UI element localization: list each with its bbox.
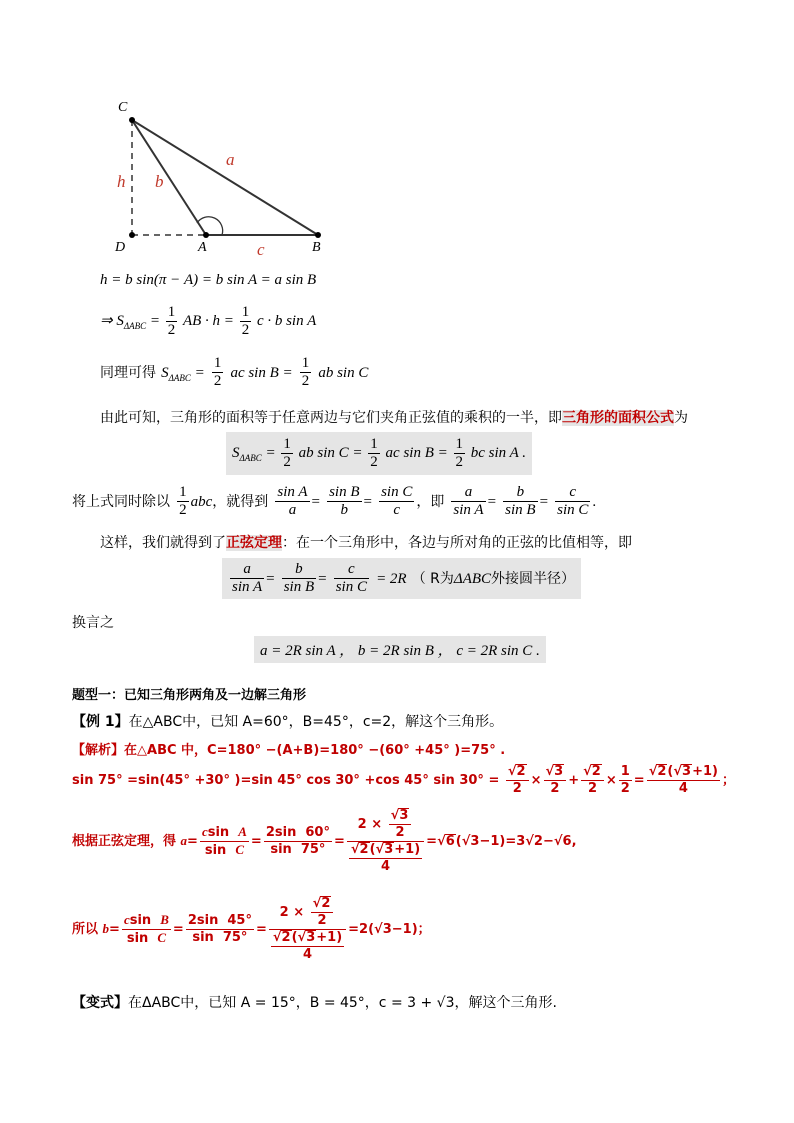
label-c: c <box>257 240 265 259</box>
label-C: C <box>118 100 128 115</box>
label-b: b <box>155 172 164 191</box>
law-of-sines-highlight: 正弦定理 <box>226 535 282 551</box>
point-B <box>315 232 321 238</box>
eq3-intro: 同理可得 <box>100 365 156 381</box>
point-C <box>129 117 135 123</box>
type1-title: 题型一：已知三角形两角及一边解三角形 <box>72 688 307 703</box>
area-formula-highlight: 三角形的面积公式 <box>562 410 674 426</box>
solve-a-line: 根据正弦定理，得 a= $\frac{\text{csin A}}{\text{sin C}}$ = $\frac{2\sin 60^\circ}{\sin 75^\circ}$ = 2 × $\frac{√3}{2}$ √2(√3+1) 4 =√6(√3−1)=3√2−√6, <box>72 808 577 874</box>
example1: 【例 1】在△ABC中，已知 A=60°，B=45°，c=2，解这个三角形。 <box>72 714 504 730</box>
label-A: A <box>198 240 207 255</box>
divide-paragraph: 将上式同时除以 $\frac{1}{2}$ abc，就得到 $\frac{\text{sin A}}{a}$ = $\frac{\text{sin B}}{b}$ = $\frac{\text{sin C}}{c}$ ，即 $\frac{a}{\text{sin A}}$ = $\frac{b}{\text{sin B}}$ = $\frac{c}{\text{sin C}}$ . <box>72 484 597 518</box>
solve-b-line: 所以 b= $\frac{\text{csin B}}{\text{sin C}}$ = $\frac{2\sin 45^\circ}{\sin 75^\circ}$ = 2 × $\frac{√2}{2}$ √2(√3+1) 4 =2(√3−1)； <box>72 896 431 962</box>
variant: 【变式】在ΔABC中，已知 A = 15°，B = 45°，c = 3 + √3，解这个三角形. <box>72 995 557 1011</box>
label-B: B <box>312 240 321 255</box>
area-alternatives: 同理可得 $S_{\Delta ABC}$ = $\frac{1}{2}$ ac sin B = $\frac{1}{2}$ ab sin C <box>100 355 369 389</box>
label-a: a <box>226 150 235 169</box>
side-b <box>132 120 206 235</box>
eq3-part1: ac sin B = <box>230 365 293 381</box>
triangle-figure <box>100 95 340 260</box>
area-paragraph: 由此可知，三角形的面积等于任意两边与它们夹角正弦值的乘积的一半，即三角形的面积公式为 <box>100 410 688 426</box>
area-derivation: ⇒ $S_{\Delta ABC}$ = $\frac{1}{2}$ AB · h = $\frac{1}{2}$ c · b sin A <box>100 304 317 338</box>
point-D <box>129 232 135 238</box>
in-other-words: 换言之 <box>72 615 114 631</box>
law-expanded-box: a = 2R sin A ， b = 2R sin B ， c = 2R sin C . <box>254 636 546 663</box>
eq3-part2: ab sin C <box>318 365 369 381</box>
height-equation: h = b sin(π − A) = b sin A = a sin B <box>100 272 317 288</box>
point-A <box>203 232 209 238</box>
analysis: 【解析】在△ABC 中，C=180° −(A+B)=180° −(60° +45° )=75° . <box>72 743 506 758</box>
law-of-sines-box: $\frac{a}{\text{sin A}}$ = $\frac{b}{\text{sin B}}$ = $\frac{c}{\text{sin C}}$ = 2R （ R为ΔABC外接圆半径） <box>222 558 581 599</box>
law-of-sines-paragraph: 这样，我们就得到了正弦定理：在一个三角形中，各边与所对角的正弦的比值相等，即 <box>100 535 632 551</box>
sin75-line: sin 75° =sin(45° +30° )=sin 45° cos 30° +cos 45° sin 30° = $\frac{√2}{2}$ × $\frac{√3}{2}$ + $\frac{√2}{2}$ × $\frac{1}{2}$ = $\frac{√2(√3+1)}{4}$ ； <box>72 764 735 796</box>
label-h: h <box>117 172 126 191</box>
area-formula-box: $S_{\Delta ABC}$ = $\frac{1}{2}$ ab sin C = $\frac{1}{2}$ ac sin B = $\frac{1}{2}$ bc sin A . <box>226 432 532 475</box>
label-D: D <box>115 240 126 255</box>
